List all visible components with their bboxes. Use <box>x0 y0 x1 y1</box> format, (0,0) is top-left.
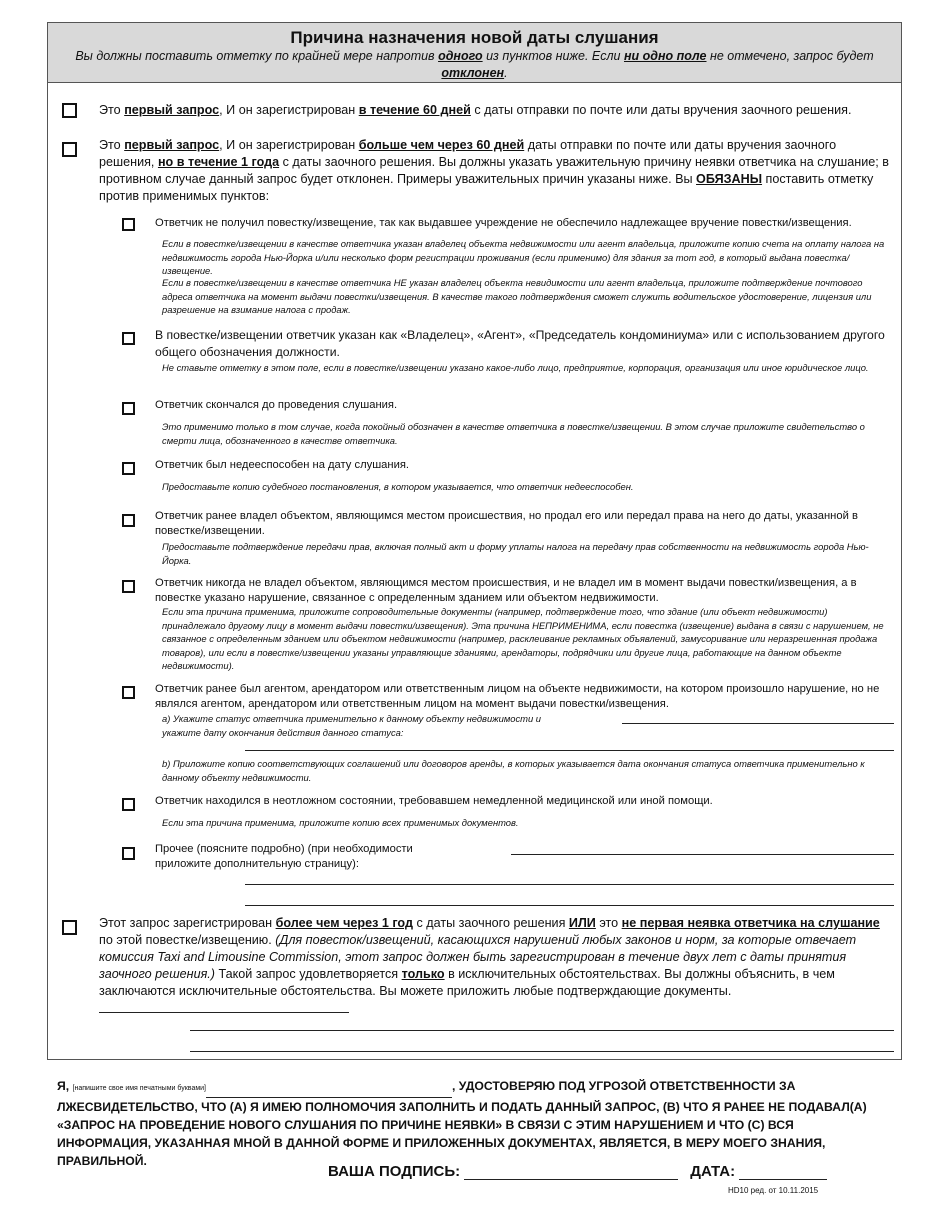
emph: в течение 60 дней <box>358 103 471 117</box>
status-input-line[interactable] <box>622 723 894 724</box>
name-hint: [напишите свое имя печатными буквами] <box>72 1085 206 1092</box>
tlc-note: (Для повесток/извещений, касающихся нарушений любых законов и норм, за которые отвечает комиссия Taxi and Limousine Commission, этот запрос должен быть зарегистрирован в течение двух лет с даты принятия заочного решения.) <box>99 933 857 981</box>
checkbox-improper-service[interactable] <box>122 218 135 231</box>
instr-text: из пунктов ниже. Если <box>482 49 624 63</box>
explanation-line-2[interactable] <box>190 1030 894 1031</box>
note-emergency: Если эта причина применима, приложите копию всех применимых документов. <box>162 817 519 828</box>
emph: первый запрос <box>124 138 220 152</box>
option-first-request-1-year <box>99 137 894 205</box>
text: , И он зарегистрирован <box>219 103 359 117</box>
option-first-request-60-days <box>99 102 894 119</box>
checkbox-first-request-60-days[interactable] <box>62 103 77 118</box>
emph: первый запрос <box>124 103 220 117</box>
text: Это <box>99 138 125 152</box>
checkbox-generic-title[interactable] <box>122 332 135 345</box>
emph: не первая неявка ответчика на слушание <box>621 916 880 930</box>
checkbox-first-request-1-year[interactable] <box>62 142 77 157</box>
checkbox-emergency[interactable] <box>122 798 135 811</box>
reason-emergency: Ответчик находился в неотложном состоянии, требовавшем немедленной медицинской или иной помощи. <box>155 795 713 807</box>
text: с даты заочного решения. Вы должны указать уважительную причину неявки ответчика на слушание; в противном случае данный запрос будет отклонен. Примеры уважительных причин указаны ниже. Вы <box>99 155 889 186</box>
checkbox-over-1-year[interactable] <box>62 920 77 935</box>
text: Такой запрос удовлетворяется <box>215 967 402 981</box>
status-date-input-line[interactable] <box>245 750 894 751</box>
other-explanation-line-2[interactable] <box>245 884 894 885</box>
text: даты отправки по почте или даты вручения заочного решения, <box>99 138 837 169</box>
emph: но в течение 1 года <box>157 155 280 169</box>
date-label: ДАТА: <box>690 1163 736 1180</box>
checkbox-former-agent[interactable] <box>122 686 135 699</box>
explanation-line-3[interactable] <box>190 1051 894 1052</box>
emph: больше чем через 60 дней <box>358 138 525 152</box>
instr-emph: отклонен <box>441 66 505 80</box>
checkbox-never-owned[interactable] <box>122 580 135 593</box>
printed-name-field[interactable] <box>206 1097 452 1098</box>
checkbox-deceased[interactable] <box>122 402 135 415</box>
date-field[interactable] <box>739 1163 827 1180</box>
instr-emph: одного <box>438 49 483 63</box>
reason-other: Прочее (поясните подробно) (при необходимости приложите дополнительную страницу): <box>155 843 413 870</box>
checkbox-sold-property[interactable] <box>122 514 135 527</box>
emph: ИЛИ <box>568 916 596 930</box>
text: Это <box>99 103 125 117</box>
instr-text: . <box>504 66 508 80</box>
reason-generic-title: В повестке/извещении ответчик указан как «Владелец», «Агент», «Председатель кондоминиума» или с использованием другого общего обозначения должности. <box>155 328 885 359</box>
signature-row <box>328 1163 827 1180</box>
form-revision: HD10 ред. от 10.11.2015 <box>728 1186 819 1195</box>
note-status-date: a) Укажите статус ответчика применительно к данному объекту недвижимости и укажите дату окончания действия данного статуса: <box>162 713 541 738</box>
note-never-owned: Если эта причина применима, приложите сопроводительные документы (например, подтверждение того, что здание (или объект недвижимости) принадлежало другому лицу в момент выдачи повестки/извещения). Эта причина НЕПРИМЕНИМА, если повестка (извещение) выдана в связи с нарушением, не связанное с определенным зданием или объектом недвижимости (например, расклеивание рекламных объявлений, замусоривание или неразрешенная продажа товаров), или если в повестке/извещении указаны управляющие зданиями, арендаторы, подрядчики или другие лица, работающие на данном объекте недвижимости). <box>162 606 884 671</box>
text: это <box>595 916 622 930</box>
text: Этот запрос зарегистрирован <box>99 916 276 930</box>
section-instructions <box>48 48 901 82</box>
option-over-1-year <box>99 915 894 1000</box>
instr-text: не отмечено, запрос будет <box>706 49 874 63</box>
reason-never-owned: Ответчик никогда не владел объектом, являющимся местом происшествия, и не владел им в момент выдачи повестки/извещения, а в повестке указано нарушение, связанное с определенным зданием или объектом недвижимости. <box>155 577 857 604</box>
section-title: Причина назначения новой даты слушания <box>290 28 659 47</box>
reason-sold-property: Ответчик ранее владел объектом, являющимся местом происшествия, но продал его или передал права на него до даты, указанной в повестке/извещении. <box>155 510 858 537</box>
note-non-owner-proof: Если в повестке/извещении в качестве ответчика НЕ указан владелец объекта невидимости или агент владельца, приложите подтверждение почтового адреса ответчика на момент выдачи повестки/извещения. В качестве такого подтверждения сможет служить водительское удостоверение, лицензия или разрешение на взимание налога с продаж. <box>162 277 872 315</box>
cert-i: Я, <box>57 1079 70 1093</box>
note-owner-proof: Если в повестке/извещении в качестве ответчика указан владелец объекта недвижимости или агент владельца, приложите копию счета на оплату налога на недвижимость города Нью-Йорка и/или несколько форм регистрации проживания (если применимо) для здания за тот год, в который выдана повестка/извещение. <box>162 238 885 276</box>
other-explanation-line-3[interactable] <box>245 905 894 906</box>
other-explanation-line-1[interactable] <box>511 854 894 855</box>
signature-label: ВАША ПОДПИСЬ: <box>328 1163 461 1180</box>
reason-deceased: Ответчик скончался до проведения слушания. <box>155 399 398 411</box>
text: , И он зарегистрирован <box>219 138 359 152</box>
note-sold-property: Предоставьте подтверждение передачи прав, включая полный акт и форму уплаты налога на передачу прав собственности на недвижимость города Нью-Йорка. <box>162 541 869 566</box>
checkbox-other[interactable] <box>122 847 135 860</box>
text: поставить отметку против применимых пунктов: <box>99 172 874 203</box>
emph: более чем через 1 год <box>275 916 413 930</box>
text: в исключительных обстоятельствах. Вы должны объяснить, в чем заключаются исключительные обстоятельства. Вы можете приложить любые подтверждающие документы. <box>99 967 835 998</box>
note-incapacitated: Предоставьте копию судебного постановления, в котором указывается, что ответчик недееспособен. <box>162 481 634 492</box>
cert-text: , УДОСТОВЕРЯЮ ПОД УГРОЗОЙ ОТВЕТСТВЕННОСТИ ЗА ЛЖЕСВИДЕТЕЛЬСТВО, ЧТО (A) Я ИМЕЮ ПОЛНОМОЧИЯ ЗАПОЛНИТЬ И ПОДАТЬ ДАННЫЙ ЗАПРОС, (B) ЧТО Я РАНЕЕ НЕ ПОДАВАЛ(А) «ЗАПРОС НА ПРОВЕДЕНИЕ НОВОГО СЛУШАНИЯ ПО ПРИЧИНЕ НЕЯВКИ» В СВЯЗИ С ЭТИМ НАРУШЕНИЕМ И ЧТО (C) ВСЯ ИНФОРМАЦИЯ, УКАЗАННАЯ МНОЙ В ДАННОЙ ФОРМЕ И ПРИЛОЖЕННЫХ ДОКУМЕНТАХ, ЯВЛЯЕТСЯ, В МЕРУ МОЕГО ЗНАНИЯ, ПРАВИЛЬНОЙ. <box>57 1079 867 1168</box>
text: с даты отправки по почте или даты вручения заочного решения. <box>470 103 852 117</box>
text: по этой повестке/извещению. <box>99 933 276 947</box>
emph: ОБЯЗАНЫ <box>696 172 763 186</box>
reason-improper-service: Ответчик не получил повестку/извещение, так как выдавшее учреждение не обеспечило надлежащее вручение повестки/извещения. <box>155 217 852 229</box>
certification-statement <box>57 1077 887 1170</box>
note-lease-copy: b) Приложите копию соответствующих соглашений или договоров аренды, в которых указывается дата окончания статуса ответчика применительно к данному объекту недвижимости. <box>162 758 865 783</box>
instr-emph: ни одно поле <box>623 49 707 63</box>
emph: только <box>401 967 445 981</box>
reason-former-agent: Ответчик ранее был агентом, арендатором или ответственным лицом на объекте недвижимости, на котором произошло нарушение, но не являлся агентом, арендатором или ответственным лицом на момент выдачи повестки/извещения. <box>155 683 880 710</box>
explanation-line-1[interactable] <box>99 1012 349 1013</box>
reason-incapacitated: Ответчик был недееспособен на дату слушания. <box>155 459 409 471</box>
instr-text: Вы должны поставить отметку по крайней мере напротив <box>75 49 439 63</box>
text: с даты заочного решения <box>412 916 569 930</box>
checkbox-incapacitated[interactable] <box>122 462 135 475</box>
signature-field[interactable] <box>464 1163 678 1180</box>
section-header <box>48 23 901 83</box>
note-generic-title: Не ставьте отметку в этом поле, если в повестке/извещении указано какое-либо лицо, предприятие, корпорация, организация или иное юридическое лицо. <box>162 362 869 373</box>
note-deceased: Это применимо только в том случае, когда покойный обозначен в качестве ответчика в повестке/извещении. В этом случае приложите свидетельство о смерти лица, обозначенного в качестве ответчика. <box>162 421 865 446</box>
